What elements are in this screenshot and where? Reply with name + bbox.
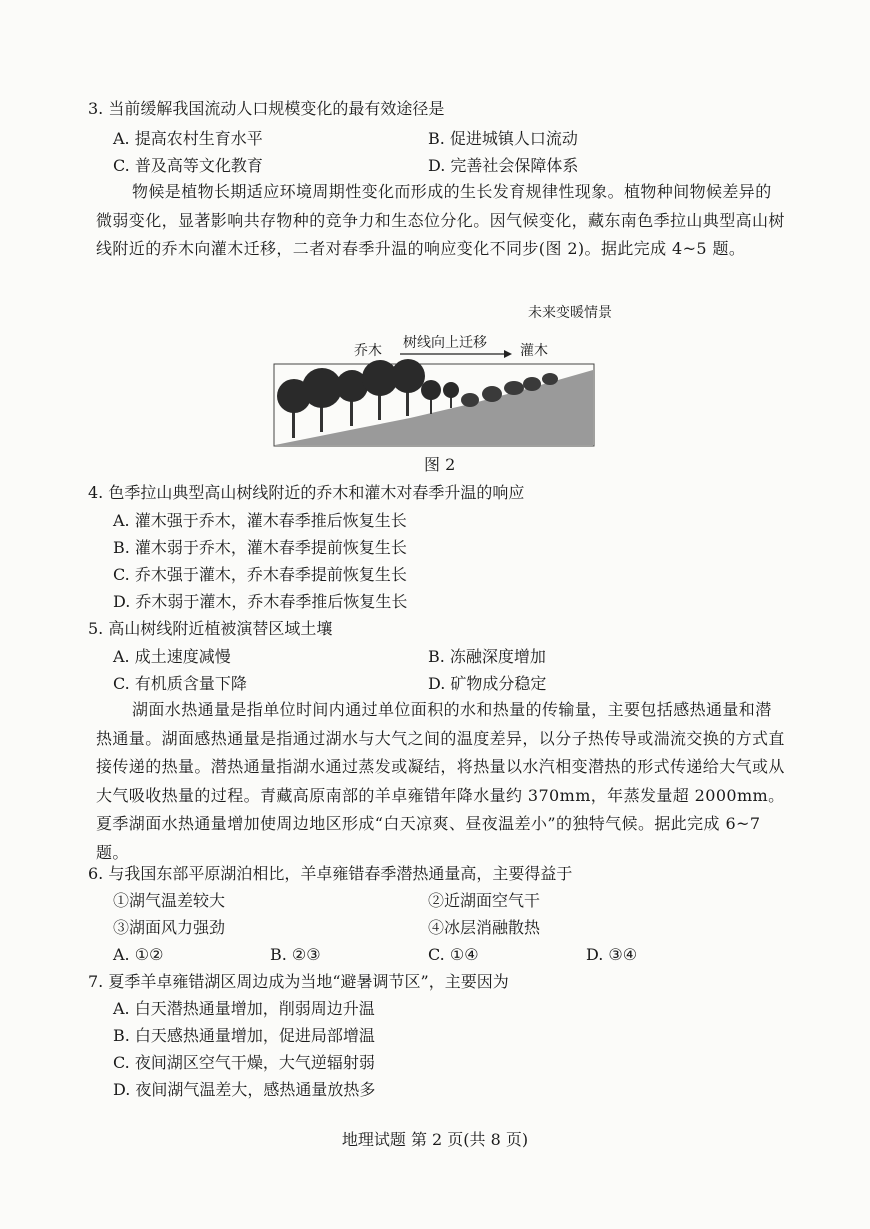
q6-option-b: B. ②③ <box>270 945 321 964</box>
q7-option-d: D. 夜间湖气温差大，感热通量放热多 <box>113 1080 376 1099</box>
shrub-icon <box>542 373 558 385</box>
q5-option-d: D. 矿物成分稳定 <box>428 674 547 693</box>
shrub-icon <box>504 381 524 395</box>
question-3-stem: 3. 当前缓解我国流动人口规模变化的最有效途径是 <box>88 99 445 118</box>
q7-option-b: B. 白天感热通量增加，促进局部增温 <box>113 1026 375 1045</box>
question-7-stem: 7. 夏季羊卓雍错湖区周边成为当地“避暑调节区”，主要因为 <box>88 972 509 991</box>
treeline-illustration <box>270 318 600 448</box>
figure-2-caption: 图 2 <box>424 455 456 474</box>
q6-item-4: ④冰层消融散热 <box>428 918 541 937</box>
figure-2 <box>270 305 612 474</box>
passage-lake-heat-flux: 湖面水热通量是指单位时间内通过单位面积的水和热量的传输量，主要包括感热通量和潜热通量。湖面感热通量是指通过湖水与大气之间的温度差异，以分子热传导或湍流交换的方式直接传递的热量。潜热通量指湖水通过蒸发或凝结，将热量以水汽相变潜热的形式传递给大气或从大气吸收热量的过程。青藏高原南部的羊卓雍错年降水量约 370mm，年蒸发量超 2000mm。夏季湖面水热通量增加使周边地区形成“白天凉爽、昼夜温差小”的独特气候。据此完成 6~7 题。 <box>96 700 785 862</box>
q5-option-c: C. 有机质含量下降 <box>113 674 247 693</box>
q3-option-c: C. 普及高等文化教育 <box>113 156 263 175</box>
passage-phenology: 物候是植物长期适应环境周期性变化而形成的生长发育规律性现象。植物种间物候差异的微弱变化，显著影响共存物种的竞争力和生态位分化。因气候变化，藏东南色季拉山典型高山树线附近的乔木向灌木迁移，二者对春季升温的响应变化不同步(图 2)。据此完成 4~5 题。 <box>96 182 785 258</box>
tree-icon <box>302 368 342 408</box>
q4-option-b: B. 灌木弱于乔木，灌木春季提前恢复生长 <box>113 538 407 557</box>
figure-label-trees: 乔木 <box>354 343 382 359</box>
q6-item-3: ③湖面风力强劲 <box>113 918 226 937</box>
q4-option-a: A. 灌木强于乔木，灌木春季推后恢复生长 <box>113 511 407 530</box>
question-5-stem: 5. 高山树线附近植被演替区域土壤 <box>88 619 333 638</box>
tree-icon <box>443 382 459 398</box>
q6-item-2: ②近湖面空气干 <box>428 891 541 910</box>
q3-option-d: D. 完善社会保障体系 <box>428 156 579 175</box>
q3-option-a: A. 提高农村生育水平 <box>113 129 263 148</box>
question-4-stem: 4. 色季拉山典型高山树线附近的乔木和灌木对春季升温的响应 <box>88 483 525 502</box>
figure-label-shrubs: 灌木 <box>520 343 548 359</box>
q6-option-c: C. ①④ <box>428 945 479 964</box>
tree-icon <box>421 380 441 400</box>
q7-option-c: C. 夜间湖区空气干燥，大气逆辐射弱 <box>113 1053 375 1072</box>
figure-title: 未来变暖情景 <box>528 305 612 321</box>
q4-option-c: C. 乔木强于灌木，乔木春季提前恢复生长 <box>113 565 407 584</box>
q6-option-d: D. ③④ <box>586 945 638 964</box>
tree-icon <box>391 359 425 393</box>
q6-item-1: ①湖气温差较大 <box>113 891 226 910</box>
shrub-icon <box>482 386 502 402</box>
q3-option-b: B. 促进城镇人口流动 <box>428 129 578 148</box>
shrub-icon <box>461 393 479 407</box>
page-footer: 地理试题 第 2 页(共 8 页) <box>341 1130 529 1149</box>
figure-arrow-label: 树线向上迁移 <box>403 335 487 351</box>
q7-option-a: A. 白天潜热通量增加，削弱周边升温 <box>113 999 375 1018</box>
q4-option-d: D. 乔木弱于灌木，乔木春季推后恢复生长 <box>113 592 408 611</box>
q5-option-a: A. 成土速度减慢 <box>113 647 231 666</box>
arrow-head-icon <box>504 350 512 358</box>
q5-option-b: B. 冻融深度增加 <box>428 647 546 666</box>
q6-option-a: A. ①② <box>113 945 164 964</box>
shrub-icon <box>523 377 541 391</box>
question-6-stem: 6. 与我国东部平原湖泊相比，羊卓雍错春季潜热通量高，主要得益于 <box>88 864 573 883</box>
